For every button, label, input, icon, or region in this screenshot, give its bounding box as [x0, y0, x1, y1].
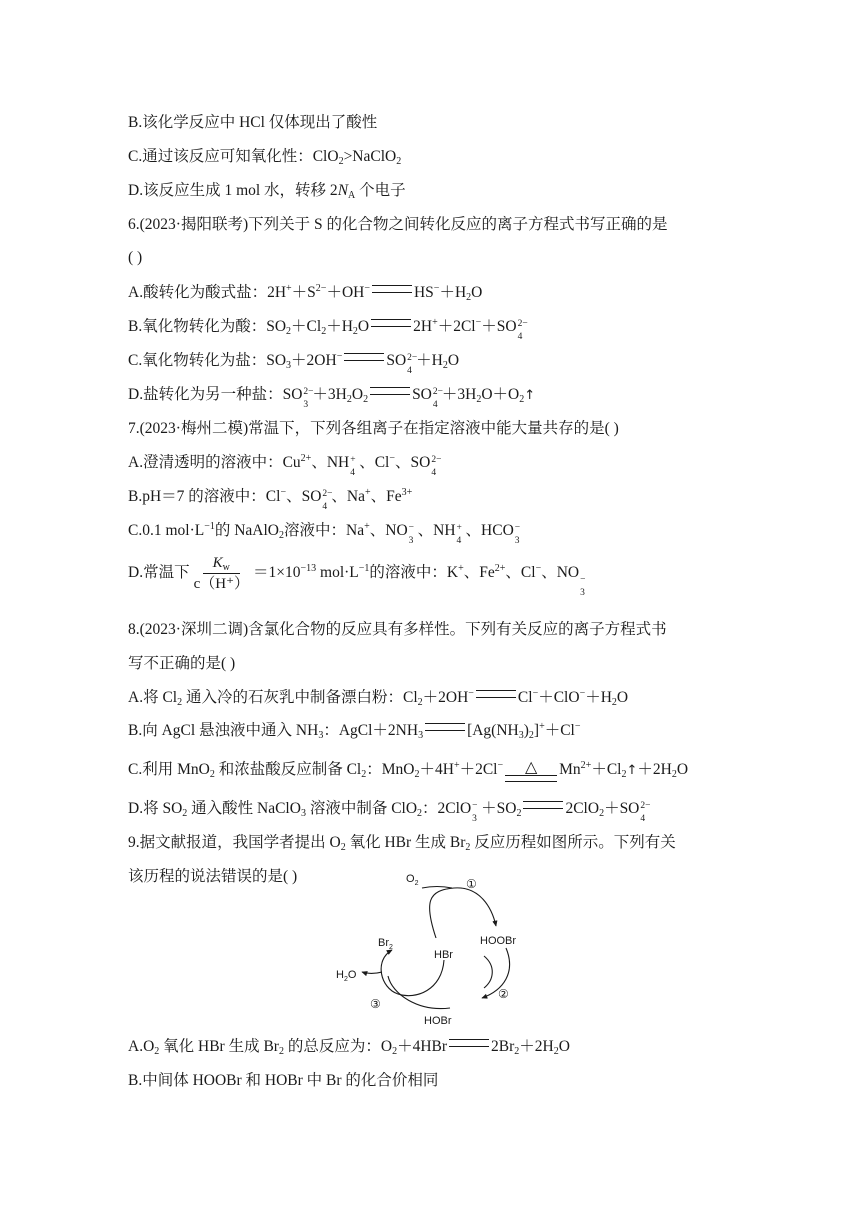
- label-o2: $O_2$: [406, 873, 419, 887]
- q6-option-c: C.氧化物转化为盐：$SO_3+2OH^-$ SO 2− 4 $+H_2O$: [128, 351, 460, 376]
- heat-condition: △: [505, 761, 557, 782]
- step1-marker: ①: [466, 877, 477, 891]
- h2o-release-arrow: [362, 972, 382, 974]
- q8-option-d: D.将 $SO_2$ 通入酸性 NaClO$_3$ 溶液中制备 ClO$_2$：2ClO − 3 $+SO_2$ 2ClO$_2$＋SO 2− 4: [128, 800, 651, 824]
- label-br2: $Br_2$: [378, 937, 393, 951]
- q7-option-a: A.澄清透明的溶液中：$Cu^{2+}$、NH + 4 、Cl−、SO 2− 4: [128, 453, 442, 478]
- q8-option-b: B.向 AgCl 悬浊液中通入 $NH_3$：$AgCl+2NH_3$ $[Ag(NH_3)_2]^++Cl^-$: [128, 721, 581, 741]
- q8-stem-line2: 写不正确的是( ): [128, 655, 236, 672]
- o2-join-line: [422, 887, 452, 889]
- q8-option-a: A.将 $Cl_2$ 通入冷的石灰乳中制备漂白粉：$Cl_2+2OH^-$ $Cl^-+ClO^-+H_2O$: [128, 688, 629, 708]
- q9-option-a: $A.O_2$ 氧化 HBr 生成 $Br_2$ 的总反应为：$O_2+4HBr$ $2Br_2+2H_2O$: [128, 1038, 570, 1057]
- q5-option-c: C.通过该反应可知氧化性：ClO$_2$>NaClO$_2$: [128, 148, 402, 167]
- q7-stem: 7.(2023·梅州二模)常温下，下列各组离子在指定溶液中能大量共存的是( ): [128, 420, 619, 437]
- q9-option-b: B.中间体 HOOBr 和 HOBr 中 Br 的化合价相同: [128, 1072, 439, 1089]
- q9-stem-line1: 9.据文献报道，我国学者提出 $O_2$ 氧化 HBr 生成 $Br_2$ 反应历程如图所示。下列有关: [128, 834, 676, 853]
- label-hoobr: HOOBr: [480, 935, 517, 947]
- step2-marker: ②: [498, 987, 509, 1001]
- label-h2o: $H_2O$: [336, 969, 357, 983]
- q6-option-a: A.酸转化为酸式盐：$2H^++S^{2-}+OH^-$ $HS^-+H_2O$: [128, 283, 483, 303]
- q6-option-d: D.盐转化为另一种盐：SO 2− 3 $+3H_2O_2$ SO 2− 4 $+3H_2O+O_2↑$: [128, 386, 536, 410]
- q7-option-c: C.0.1 $mol\cdot L^{-1}$的 NaAlO$_2$溶液中：Na+、NO − 3 、NH + 4 、HCO − 3: [128, 521, 521, 546]
- step3-marker: ③: [370, 997, 381, 1011]
- q7-option-d: D.常温下 $\frac{K_w}{c(H^+)}$ $=1\times 10^{-13}$ $mol\cdot L^{-1}$的溶液中：K+、$Fe^{2+}$、Cl−、NO − 3: [128, 554, 586, 598]
- q9-stem-line2: 该历程的说法错误的是( ): [128, 868, 298, 885]
- q6-answer-blank: ( ): [128, 249, 143, 266]
- step1-arrow: [430, 888, 496, 938]
- q6-option-b: B.氧化物转化为酸：$SO_2+Cl_2+H_2O$ 2H+＋2Cl−＋SO 2− 4: [128, 317, 528, 342]
- q8-option-c: C.利用 MnO$_2$ 和浓盐酸反应制备 $Cl_2$：MnO$_2$＋4H+＋2Cl− △ $Mn^{2+}+Cl_2↑+2H_2O$: [128, 759, 689, 780]
- q5-option-b: B.该化学反应中 HCl 仅体现出了酸性: [128, 114, 378, 131]
- label-hobr: HOBr: [424, 1015, 452, 1027]
- hbr-join-line: [484, 956, 492, 988]
- hobr-join-line: [388, 976, 450, 1009]
- q5-option-d: D.该反应生成 1 mol 水，转移 $2N_A$ 个电子: [128, 182, 406, 201]
- q7-option-b: B.pH＝7 的溶液中：Cl−、SO 2− 4 、Na+、$Fe^{3+}$: [128, 487, 413, 512]
- q8-stem-line1: 8.(2023·深圳二调)含氯化合物的反应具有多样性。下列有关反应的离子方程式书: [128, 621, 667, 638]
- q6-stem: 6.(2023·揭阳联考)下列关于 S 的化合物之间转化反应的离子方程式书写正确的是: [128, 216, 668, 233]
- kw-fraction: $\frac{K_w}{c(H^+)}$: [193, 554, 249, 592]
- reaction-pathway-diagram: [332, 862, 532, 1032]
- label-hbr: HBr: [434, 949, 453, 961]
